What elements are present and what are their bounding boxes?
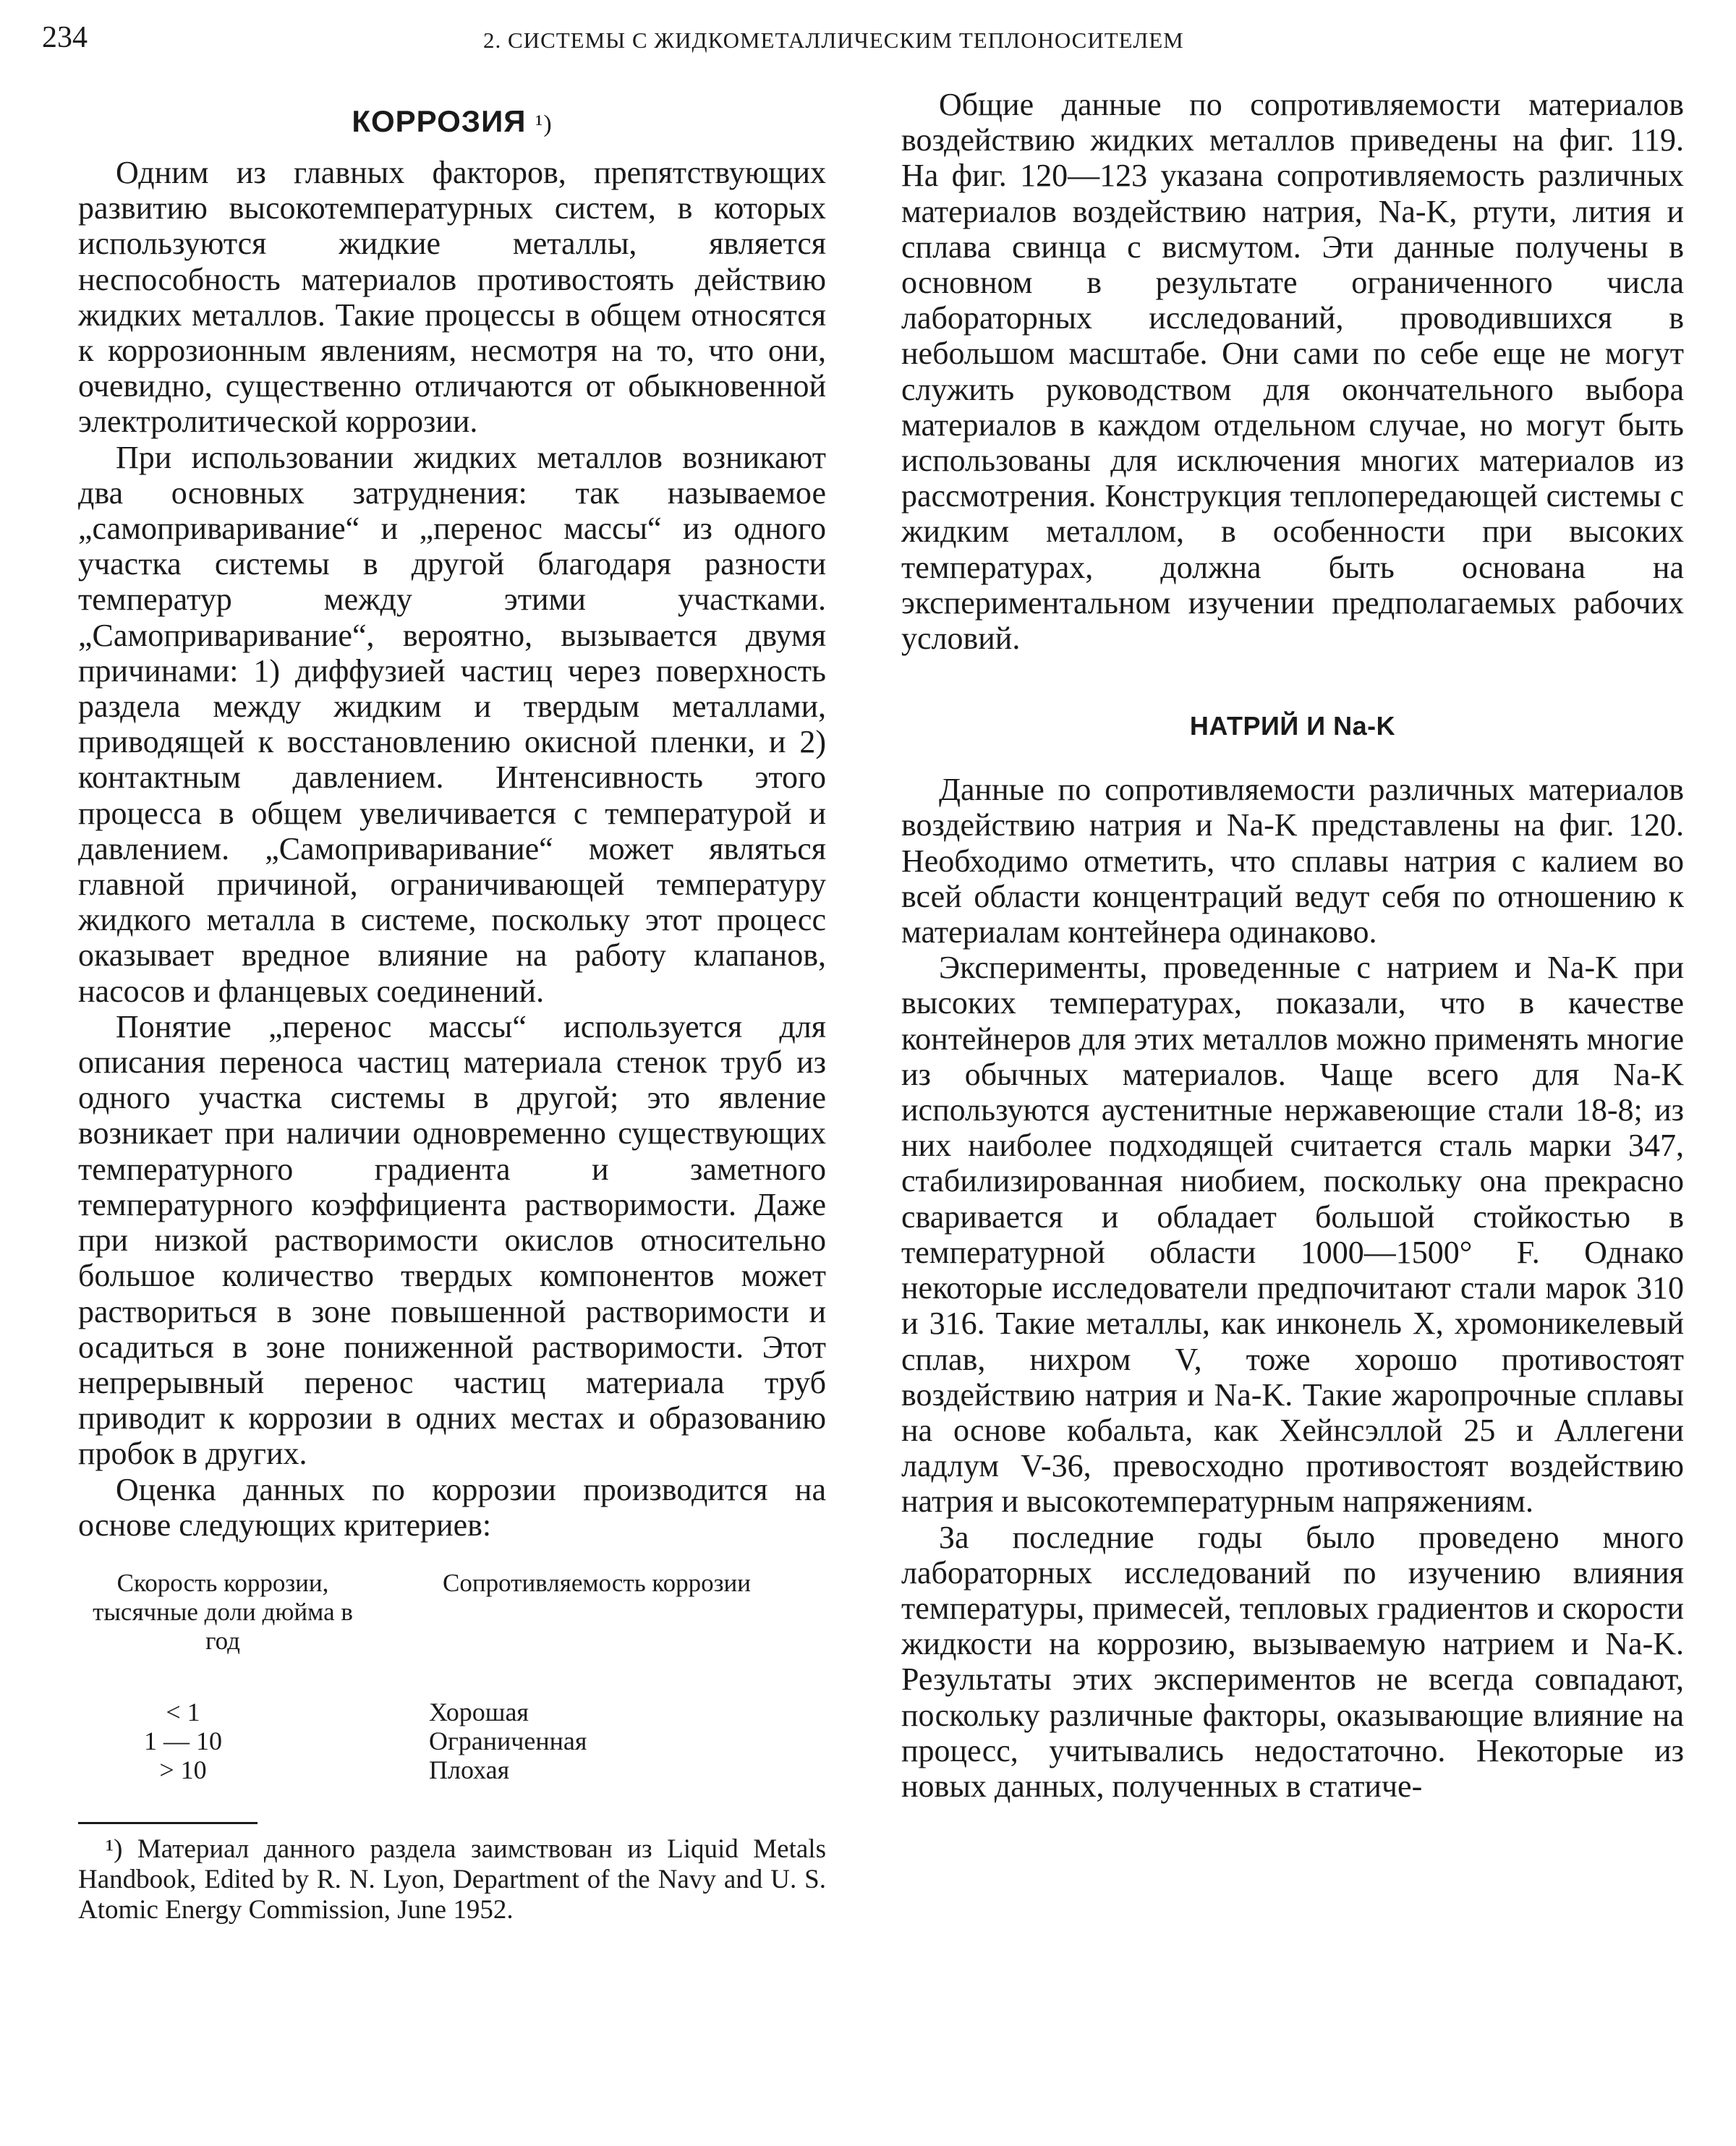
criteria-resistance: Плохая bbox=[429, 1755, 510, 1784]
criteria-rate: < 1 bbox=[166, 1697, 200, 1726]
section-title-sodium: НАТРИЙ И Na-K bbox=[1189, 711, 1396, 741]
criteria-row bbox=[78, 1726, 826, 1755]
paragraph: Данные по сопротивляемости различных материалов воздействию натрия и Na-K представлены на фиг. 120. Необходимо отметить, что сплавы натрия с калием во всей области концентраций ведут себя по отношению к материалам контейнера одинаково. bbox=[901, 772, 1684, 950]
criteria-resistance: Хорошая bbox=[429, 1697, 529, 1726]
paragraph: Эксперименты, проведенные с натрием и Na-K при высоких температурах, показали, что в качестве контейнеров для этих металлов можно применять многие из обычных материалов. Чаще всего для Na-K используются аустенитные нержавеющие стали 18-8; из них наиболее подходящей считается сталь марки 347, стабилизированная ниобием, поскольку она прекрасно сваривается и обладает большой стойкостью в температурной области 1000—1500° F. Однако некоторые исследователи предпочитают стали марок 310 и 316. Такие металлы, как инконель X, хромоникелевый сплав, нихром V, тоже хорошо противостоят воздействию натрия и Na-K. Такие жаропрочные сплавы на основе кобальта, как Хейнсэллой 25 и Аллегени ладлум V-36, превосходно противостоят воздействию натрия и высокотемпературным напряжениям. bbox=[901, 950, 1684, 1520]
criteria-row bbox=[78, 1755, 826, 1784]
criteria-resistance: Ограниченная bbox=[429, 1726, 587, 1755]
left-column bbox=[78, 87, 826, 1925]
footnote-reference: ¹) bbox=[535, 111, 553, 137]
page-number: 234 bbox=[42, 21, 88, 54]
footnote-divider bbox=[78, 1822, 258, 1824]
paragraph: За последние годы было проведено много лабораторных исследований по изучению влияния температуры, примесей, тепловых градиентов и скорости жидкости на коррозию, вызываемую натрием и Na-K. Результаты этих экспериментов не всегда совпадают, поскольку различные факторы, оказывающие влияние на процесс, учитывались недостаточно. Некоторые из новых данных, полученных в статиче- bbox=[901, 1519, 1684, 1804]
section-title-corrosion bbox=[78, 104, 826, 139]
criteria-row bbox=[78, 1698, 826, 1726]
section-title-text: КОРРОЗИЯ bbox=[352, 104, 527, 138]
running-head-title: 2. СИСТЕМЫ С ЖИДКОМЕТАЛЛИЧЕСКИМ ТЕПЛОНОСИТЕЛЕМ bbox=[483, 27, 1184, 53]
footnote: ¹) Материал данного раздела заимствован из Liquid Metals Handbook, Edited by R. N. Lyon, Department of the Navy and U. S. Atomic Energy Commission, June 1952. bbox=[78, 1834, 826, 1925]
criteria-header-resistance: Сопротивляемость коррозии bbox=[443, 1568, 751, 1597]
paragraph: Понятие „перенос массы“ используется для описания переноса частиц материала стенок труб из одного участка системы в другой; это явление возникает при наличии одновременно существующих температурного градиента и заметного температурного коэффициента растворимости. Даже при низкой растворимости окислов относительно большое количество твердых компонентов может раствориться в зоне повышенной растворимости и осадиться в зоне пониженной растворимости. Этот непрерывный перенос частиц материала труб приводит к коррозии в одних местах и образованию пробок в других. bbox=[78, 1008, 826, 1472]
paragraph: Одним из главных факторов, препятствующих развитию высокотемпературных систем, в которых используются жидкие металлы, является неспособность материалов противостоять действию жидких металлов. Такие процессы в общем относятся к коррозионным явлениям, несмотря на то, что они, очевидно, существенно отличаются от обыкновенной электролитической коррозии. bbox=[78, 155, 826, 440]
right-column bbox=[901, 87, 1684, 1804]
criteria-rate: 1 — 10 bbox=[144, 1726, 222, 1755]
paragraph: Общие данные по сопротивляемости материалов воздействию жидких металлов приведены на фиг. 119. На фиг. 120—123 указана сопротивляемость различных материалов воздействию натрия, Na-K, ртути, лития и сплава свинца с висмутом. Эти данные получены в основном в результате ограниченного числа лабораторных исследований, проводившихся в небольшом масштабе. Они сами по себе еще не могут служить руководством для окончательного выбора материалов в каждом отдельном случае, но могут быть использованы для исключения многих материалов из рассмотрения. Конструкция теплопередающей системы с жидким металлом, в особенности при высоких температурах, должна быть основана на экспериментальном изучении предполагаемых рабочих условий. bbox=[901, 87, 1684, 657]
criteria-header-rate: Скорость коррозии, тысячные доли дюйма в год bbox=[93, 1568, 353, 1655]
criteria-table-header bbox=[78, 1569, 826, 1656]
criteria-rate: > 10 bbox=[159, 1755, 207, 1784]
running-head bbox=[42, 20, 1693, 64]
paragraph: При использовании жидких металлов возникают два основных затруднения: так называемое „самоприваривание“ и „перенос массы“ из одного участка системы в другой благодаря разности температур между этими участками. „Самоприваривание“, вероятно, вызывается двумя причинами: 1) диффузией частиц через поверхность раздела между жидким и твердым металлами, приводящей к восстановлению окисной пленки, и 2) контактным давлением. Интенсивность этого процесса в общем увеличивается с температурой и давлением. „Самоприваривание“ может являться главной причиной, ограничивающей температуру жидкого металла в системе, поскольку этот процесс оказывает вредное влияние на работу клапанов, насосов и фланцевых соединений. bbox=[78, 439, 826, 1009]
paragraph: Оценка данных по коррозии производится на основе следующих критериев: bbox=[78, 1471, 826, 1543]
criteria-table bbox=[78, 1698, 826, 1784]
